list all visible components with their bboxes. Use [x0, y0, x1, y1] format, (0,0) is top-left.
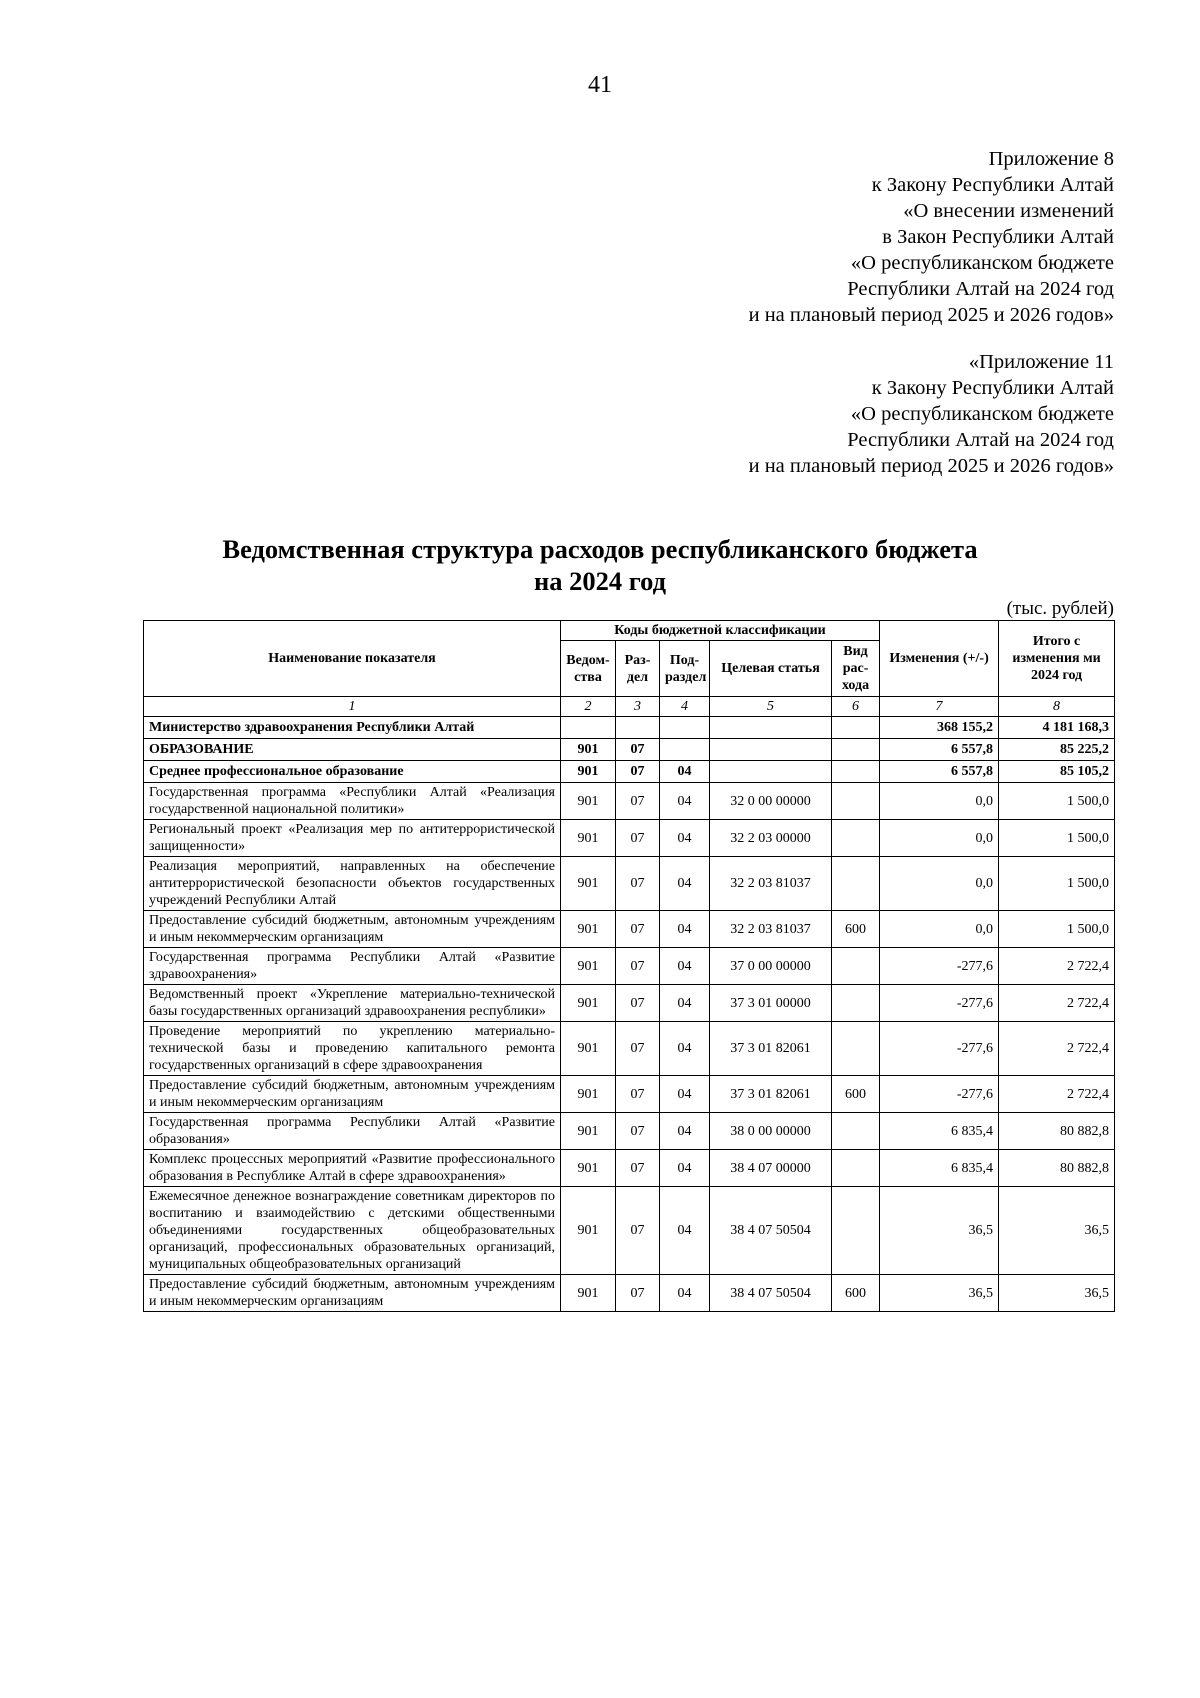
cell-name: ОБРАЗОВАНИЕ [144, 739, 561, 761]
cell-expense-type [832, 1022, 880, 1076]
title-line: Ведомственная структура расходов республиканского бюджета [222, 534, 978, 564]
cell-section: 07 [616, 1076, 660, 1113]
cell-total: 1 500,0 [999, 783, 1115, 820]
header-section: Раз-дел [616, 641, 660, 697]
cell-name: Проведение мероприятий по укреплению материально-технической базы и проведению капитального ремонта государственных организаций в сфере здравоохранения [144, 1022, 561, 1076]
table-row [144, 857, 1115, 911]
table-row [144, 1150, 1115, 1187]
cell-name: Государственная программа Республики Алтай «Развитие образования» [144, 1113, 561, 1150]
table-row [144, 739, 1115, 761]
cell-change: 0,0 [880, 783, 999, 820]
cell-subsection: 04 [660, 948, 710, 985]
cell-total: 1 500,0 [999, 820, 1115, 857]
cell-change: 368 155,2 [880, 717, 999, 739]
cell-name: Региональный проект «Реализация мер по антитеррористической защищенности» [144, 820, 561, 857]
cell-section: 07 [616, 1187, 660, 1275]
cell-name: Предоставление субсидий бюджетным, автономным учреждениям и иным некоммерческим организациям [144, 1076, 561, 1113]
header-target: Целевая статья [710, 641, 832, 697]
column-number: 2 [561, 697, 616, 717]
cell-ministry: 901 [561, 1275, 616, 1312]
cell-subsection: 04 [660, 1113, 710, 1150]
cell-section: 07 [616, 739, 660, 761]
cell-subsection: 04 [660, 820, 710, 857]
cell-name: Среднее профессиональное образование [144, 761, 561, 783]
cell-section: 07 [616, 857, 660, 911]
cell-target: 38 0 00 00000 [710, 1113, 832, 1150]
cell-subsection: 04 [660, 857, 710, 911]
cell-expense-type [832, 739, 880, 761]
header-expense-type: Вид рас-хода [832, 641, 880, 697]
cell-total: 1 500,0 [999, 911, 1115, 948]
table-row [144, 820, 1115, 857]
cell-expense-type [832, 985, 880, 1022]
header-ministry: Ведом-ства [561, 641, 616, 697]
cell-subsection: 04 [660, 761, 710, 783]
cell-ministry: 901 [561, 783, 616, 820]
cell-change: -277,6 [880, 985, 999, 1022]
cell-section: 07 [616, 1275, 660, 1312]
appendix-line: и на плановый период 2025 и 2026 годов» [748, 304, 1114, 326]
appendix-line: «О внесении изменений [903, 200, 1114, 222]
cell-ministry: 901 [561, 985, 616, 1022]
cell-total: 85 225,2 [999, 739, 1115, 761]
cell-ministry: 901 [561, 1150, 616, 1187]
table-body [144, 717, 1115, 1312]
cell-expense-type: 600 [832, 1076, 880, 1113]
table-row [144, 717, 1115, 739]
column-number: 6 [832, 697, 880, 717]
cell-section: 07 [616, 1113, 660, 1150]
cell-name: Предоставление субсидий бюджетным, автономным учреждениям и иным некоммерческим организациям [144, 1275, 561, 1312]
cell-target: 38 4 07 50504 [710, 1187, 832, 1275]
cell-change: 36,5 [880, 1187, 999, 1275]
table-row [144, 911, 1115, 948]
cell-expense-type [832, 948, 880, 985]
document-title [0, 533, 1200, 597]
appendix-line: «Приложение 11 [968, 351, 1114, 373]
cell-change: 0,0 [880, 857, 999, 911]
cell-target [710, 739, 832, 761]
header-change: Изменения (+/-) [880, 621, 999, 697]
cell-name: Комплекс процессных мероприятий «Развитие профессионального образования в Республике Алтай в сфере здравоохранения» [144, 1150, 561, 1187]
appendix-line: Приложение 8 [988, 148, 1114, 170]
cell-total: 80 882,8 [999, 1113, 1115, 1150]
page-number: 41 [588, 72, 612, 98]
cell-target: 32 0 00 00000 [710, 783, 832, 820]
table-row [144, 761, 1115, 783]
header-total: Итого с изменения ми 2024 год [999, 621, 1115, 697]
appendix-line: к Закону Республики Алтай [871, 377, 1114, 399]
title-line: на 2024 год [533, 566, 667, 596]
cell-section [616, 717, 660, 739]
table-row [144, 783, 1115, 820]
cell-name: Предоставление субсидий бюджетным, автономным учреждениям и иным некоммерческим организациям [144, 911, 561, 948]
appendix-line: в Закон Республики Алтай [882, 226, 1114, 248]
budget-table [143, 620, 1115, 1312]
appendix-line: Республики Алтай на 2024 год [847, 429, 1114, 451]
column-numbers-row [144, 697, 1115, 717]
cell-ministry: 901 [561, 911, 616, 948]
table-row [144, 1187, 1115, 1275]
cell-change: -277,6 [880, 1076, 999, 1113]
cell-change: -277,6 [880, 948, 999, 985]
cell-expense-type [832, 783, 880, 820]
appendix-11-reference [749, 349, 1114, 479]
cell-subsection [660, 739, 710, 761]
cell-target: 37 3 01 82061 [710, 1022, 832, 1076]
table-row [144, 948, 1115, 985]
cell-section: 07 [616, 783, 660, 820]
cell-change: 6 835,4 [880, 1150, 999, 1187]
cell-name: Ведомственный проект «Укрепление материально-технической базы государственных организаций здравоохранения республики» [144, 985, 561, 1022]
cell-total: 2 722,4 [999, 985, 1115, 1022]
cell-target: 32 2 03 81037 [710, 857, 832, 911]
table-row [144, 1275, 1115, 1312]
appendix-line: «О республиканском бюджете [850, 252, 1114, 274]
cell-target: 38 4 07 00000 [710, 1150, 832, 1187]
cell-ministry: 901 [561, 948, 616, 985]
table-row [144, 1113, 1115, 1150]
cell-change: 6 835,4 [880, 1113, 999, 1150]
cell-total: 1 500,0 [999, 857, 1115, 911]
cell-section: 07 [616, 1022, 660, 1076]
cell-ministry: 901 [561, 761, 616, 783]
cell-expense-type [832, 857, 880, 911]
cell-expense-type [832, 820, 880, 857]
header-codes-group: Коды бюджетной классификации [561, 621, 880, 641]
appendix-line: «О республиканском бюджете [850, 403, 1114, 425]
cell-subsection: 04 [660, 1187, 710, 1275]
cell-target: 32 2 03 81037 [710, 911, 832, 948]
cell-total: 2 722,4 [999, 1076, 1115, 1113]
cell-subsection: 04 [660, 911, 710, 948]
column-number: 3 [616, 697, 660, 717]
cell-name: Ежемесячное денежное вознаграждение советникам директоров по воспитанию и взаимодействию с детскими общественными объединениями государственных общеобразовательных организаций, профессиональных образовательных организаций, муниципальных общеобразовательных организаций [144, 1187, 561, 1275]
table-row [144, 1022, 1115, 1076]
table-row [144, 985, 1115, 1022]
cell-expense-type [832, 761, 880, 783]
cell-target: 37 0 00 00000 [710, 948, 832, 985]
cell-target: 32 2 03 00000 [710, 820, 832, 857]
cell-ministry [561, 717, 616, 739]
cell-target: 37 3 01 82061 [710, 1076, 832, 1113]
cell-change: 36,5 [880, 1275, 999, 1312]
cell-section: 07 [616, 761, 660, 783]
cell-subsection: 04 [660, 985, 710, 1022]
cell-expense-type: 600 [832, 1275, 880, 1312]
cell-name: Реализация мероприятий, направленных на обеспечение антитеррористической безопасности объектов государственных учреждений Республики Алтай [144, 857, 561, 911]
cell-ministry: 901 [561, 820, 616, 857]
units-label: (тыс. рублей) [1006, 598, 1114, 619]
cell-ministry: 901 [561, 857, 616, 911]
cell-total: 80 882,8 [999, 1150, 1115, 1187]
cell-expense-type: 600 [832, 911, 880, 948]
cell-subsection [660, 717, 710, 739]
cell-subsection: 04 [660, 1076, 710, 1113]
column-number: 1 [144, 697, 561, 717]
cell-expense-type [832, 1187, 880, 1275]
cell-subsection: 04 [660, 1150, 710, 1187]
cell-change: 6 557,8 [880, 761, 999, 783]
cell-target [710, 717, 832, 739]
cell-total: 36,5 [999, 1187, 1115, 1275]
header-name: Наименование показателя [144, 621, 561, 697]
cell-change: 0,0 [880, 911, 999, 948]
header-subsection: Под-раздел [660, 641, 710, 697]
cell-name: Государственная программа Республики Алтай «Развитие здравоохранения» [144, 948, 561, 985]
cell-total: 4 181 168,3 [999, 717, 1115, 739]
column-number: 8 [999, 697, 1115, 717]
cell-subsection: 04 [660, 783, 710, 820]
column-number: 4 [660, 697, 710, 717]
cell-ministry: 901 [561, 1187, 616, 1275]
column-number: 7 [880, 697, 999, 717]
appendix-line: и на плановый период 2025 и 2026 годов» [748, 455, 1114, 477]
cell-ministry: 901 [561, 1076, 616, 1113]
cell-total: 2 722,4 [999, 948, 1115, 985]
cell-expense-type [832, 1113, 880, 1150]
cell-total: 85 105,2 [999, 761, 1115, 783]
cell-name: Государственная программа «Республики Алтай «Реализация государственной национальной политики» [144, 783, 561, 820]
cell-ministry: 901 [561, 1113, 616, 1150]
cell-target: 37 3 01 00000 [710, 985, 832, 1022]
cell-ministry: 901 [561, 1022, 616, 1076]
cell-subsection: 04 [660, 1275, 710, 1312]
column-number: 5 [710, 697, 832, 717]
table-row [144, 1076, 1115, 1113]
cell-section: 07 [616, 948, 660, 985]
cell-expense-type [832, 1150, 880, 1187]
cell-section: 07 [616, 985, 660, 1022]
appendix-line: к Закону Республики Алтай [871, 174, 1114, 196]
cell-subsection: 04 [660, 1022, 710, 1076]
cell-change: -277,6 [880, 1022, 999, 1076]
cell-section: 07 [616, 1150, 660, 1187]
cell-ministry: 901 [561, 739, 616, 761]
appendix-line: Республики Алтай на 2024 год [847, 278, 1114, 300]
cell-section: 07 [616, 911, 660, 948]
cell-change: 0,0 [880, 820, 999, 857]
cell-name: Министерство здравоохранения Республики Алтай [144, 717, 561, 739]
cell-target [710, 761, 832, 783]
cell-expense-type [832, 717, 880, 739]
cell-total: 36,5 [999, 1275, 1115, 1312]
cell-section: 07 [616, 820, 660, 857]
cell-change: 6 557,8 [880, 739, 999, 761]
cell-total: 2 722,4 [999, 1022, 1115, 1076]
cell-target: 38 4 07 50504 [710, 1275, 832, 1312]
appendix-8-reference [749, 146, 1114, 328]
